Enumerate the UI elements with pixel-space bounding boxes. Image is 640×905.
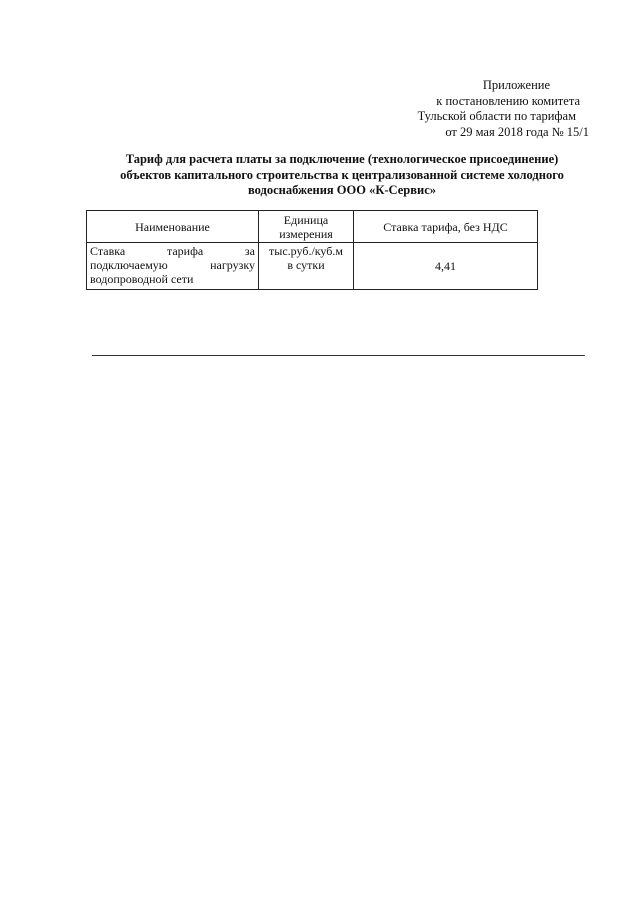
header-name: Наименование: [87, 211, 259, 243]
header-unit-line-1: Единица: [283, 212, 329, 227]
appendix-date-number: от 29 мая 2018 года № 15/1: [445, 124, 589, 139]
cell-unit-line-1: тыс.руб./куб.м: [269, 244, 343, 258]
document-title-line-3: водоснабжения ООО «К-Сервис»: [247, 183, 436, 197]
appendix-header: [329, 78, 589, 140]
table-header-row: [87, 211, 538, 243]
appendix-committee: Тульской области по тарифам: [417, 109, 576, 123]
appendix-resolution-ref: к постановлению комитета: [436, 93, 580, 108]
header-rate: Ставка тарифа, без НДС: [354, 211, 538, 243]
tariff-table: [86, 210, 538, 290]
table-row: [87, 243, 538, 290]
cell-unit-line-2: в сутки: [287, 258, 325, 272]
header-unit: [259, 211, 354, 243]
document-title-line-2: объектов капитального строительства к централизованной системе холодного: [120, 167, 564, 182]
cell-unit: [259, 243, 354, 290]
document-title-line-1: Тариф для расчета платы за подключение (технологическое присоединение): [125, 152, 559, 166]
cell-name: Ставка тарифа за подключаемую нагрузку водопроводной сети: [87, 243, 259, 290]
horizontal-rule: [92, 355, 585, 356]
document-title: [92, 152, 592, 199]
cell-value: 4,41: [354, 243, 538, 290]
appendix-label: Приложение: [482, 78, 550, 92]
header-unit-line-2: измерения: [279, 226, 333, 241]
